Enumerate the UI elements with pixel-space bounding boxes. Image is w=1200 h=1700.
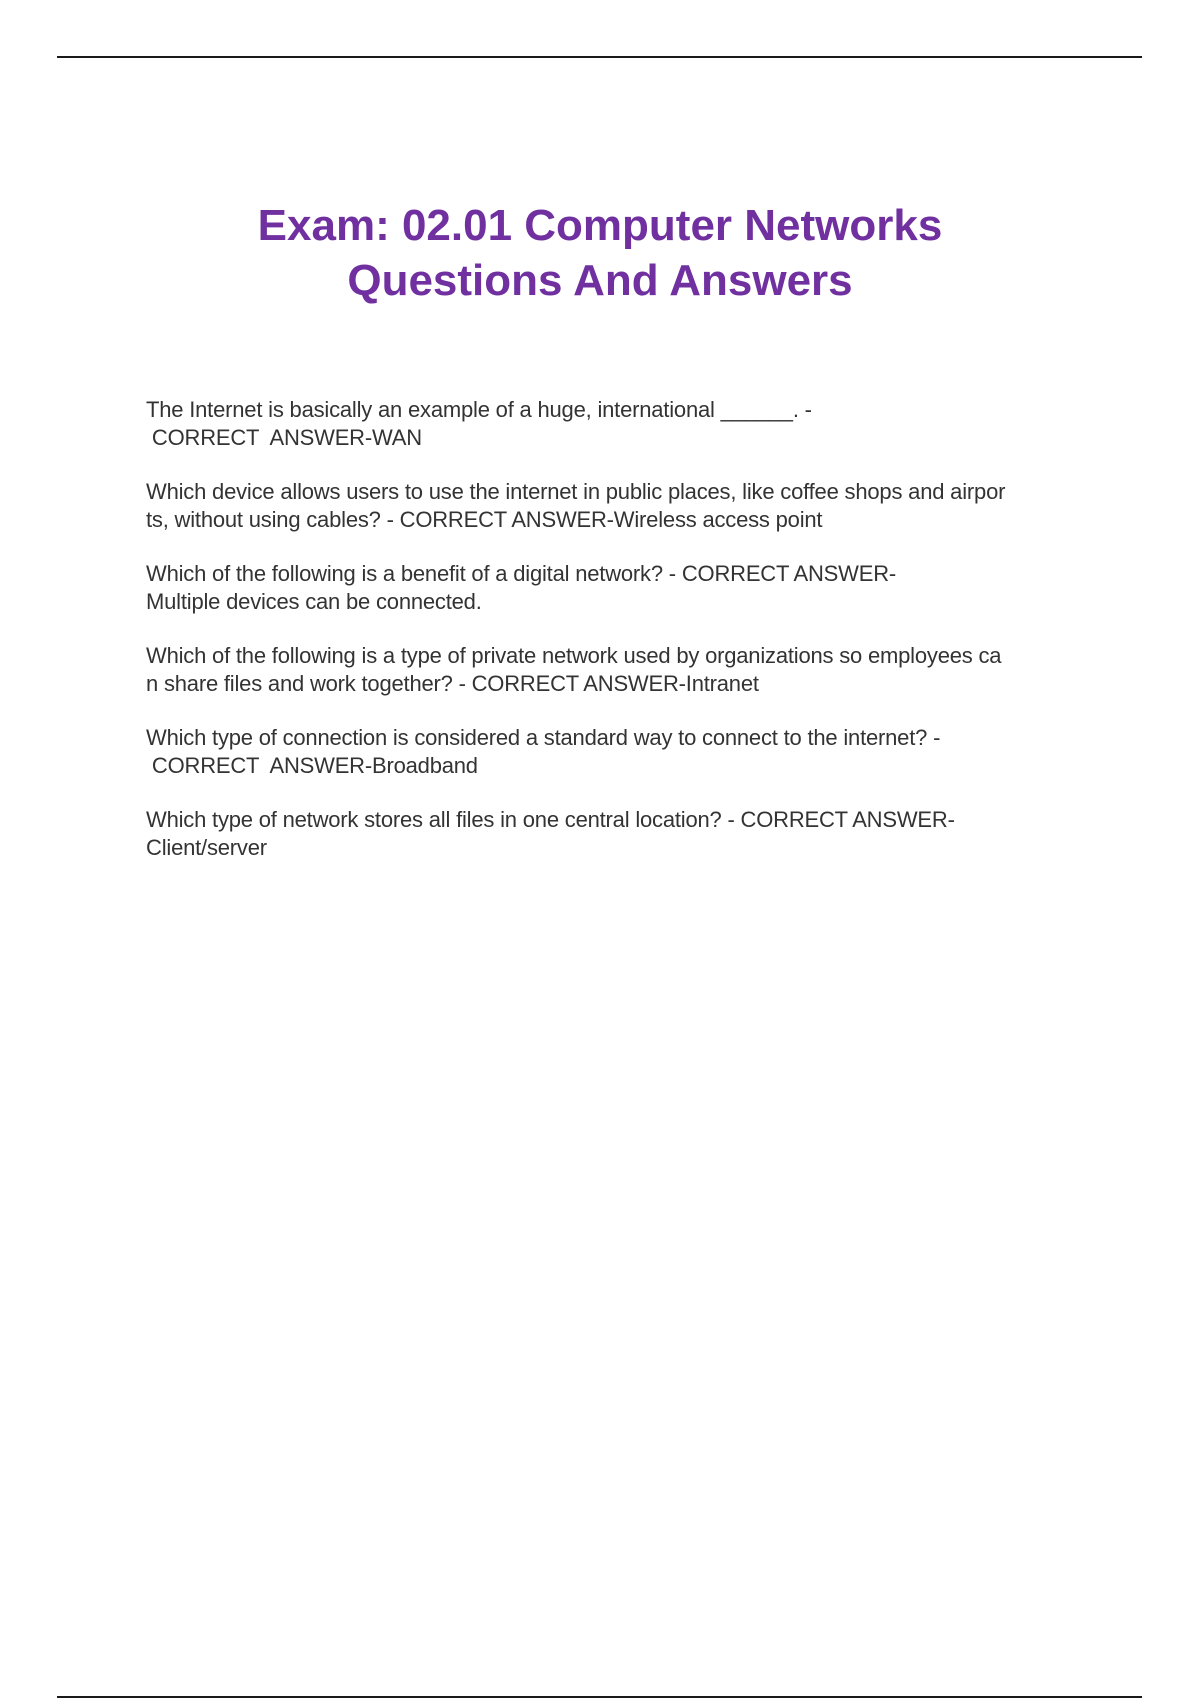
top-rule	[57, 56, 1142, 58]
qa-text-line: Client/server	[146, 835, 267, 860]
document-title	[100, 198, 1100, 308]
qa-item	[146, 806, 1091, 862]
qa-text-line: Which type of network stores all files in one central location? - CORRECT ANSWER-	[146, 807, 955, 832]
qa-text-line: CORRECT ANSWER-Broadband	[146, 753, 478, 778]
qa-text-line: The Internet is basically an example of a huge, international ______. -	[146, 397, 812, 422]
qa-item	[146, 560, 1091, 616]
qa-text-line: Multiple devices can be connected.	[146, 589, 482, 614]
qa-text-line: CORRECT ANSWER-WAN	[146, 425, 422, 450]
qa-text-line: Which device allows users to use the internet in public places, like coffee shops and airpor	[146, 479, 1006, 504]
qa-text-line: Which type of connection is considered a standard way to connect to the internet? -	[146, 725, 941, 750]
qa-text-line: Which of the following is a type of private network used by organizations so employees ca	[146, 643, 1002, 668]
title-line-2: Questions And Answers	[347, 256, 853, 305]
qa-item	[146, 396, 1091, 452]
title-line-1: Exam: 02.01 Computer Networks	[257, 201, 943, 250]
qa-text-line: Which of the following is a benefit of a digital network? - CORRECT ANSWER-	[146, 561, 897, 586]
qa-text-line: n share files and work together? - CORRECT ANSWER-Intranet	[146, 671, 759, 696]
qa-text-line: ts, without using cables? - CORRECT ANSWER-Wireless access point	[146, 507, 823, 532]
qa-item	[146, 724, 1091, 780]
bottom-rule	[57, 1696, 1142, 1698]
qa-item	[146, 642, 1091, 698]
qa-item	[146, 478, 1091, 534]
qa-list	[146, 396, 1091, 888]
